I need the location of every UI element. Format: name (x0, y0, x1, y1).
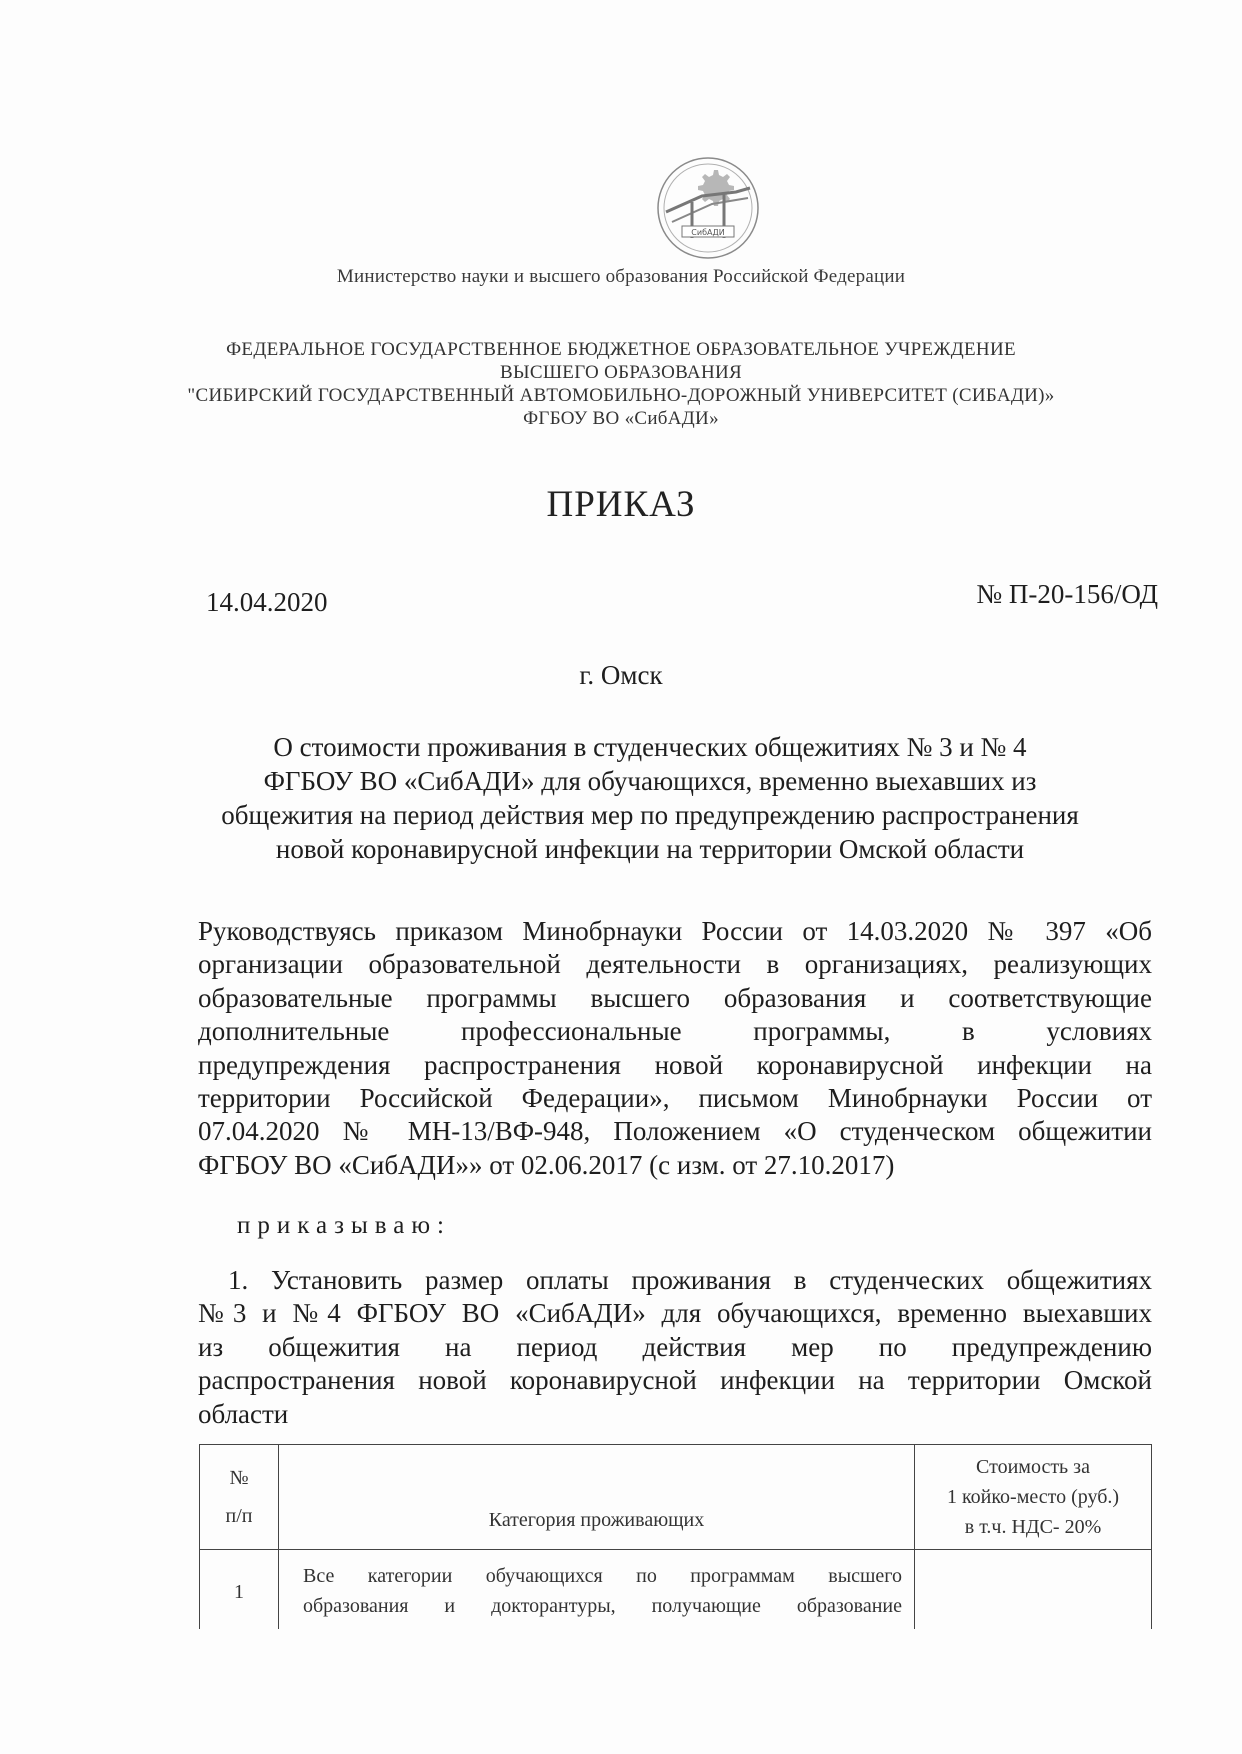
basis-line: 07.04.2020 № МН-13/ВФ-948, Положением «О студенческом общежитии (198, 1116, 1152, 1147)
table-header-row (200, 1445, 1152, 1550)
order-subject (150, 730, 1150, 866)
order-decree-word: приказываю: (237, 1212, 451, 1239)
header-cost (915, 1445, 1152, 1550)
svg-text:СибАДИ: СибАДИ (691, 228, 725, 237)
basis-line: ФГБОУ ВО «СибАДИ»» от 02.06.2017 (с изм. от 27.10.2017) (198, 1149, 895, 1180)
subject-line: О стоимости проживания в студенческих общежитиях № 3 и № 4 (273, 732, 1027, 762)
row-cost (915, 1550, 1152, 1630)
row-category (279, 1550, 915, 1630)
org-line: ФЕДЕРАЛЬНОЕ ГОСУДАРСТВЕННОЕ БЮДЖЕТНОЕ ОБРАЗОВАТЕЛЬНОЕ УЧРЕЖДЕНИЕ (226, 339, 1016, 360)
subject-line: новой коронавирусной инфекции на территории Омской области (275, 834, 1025, 864)
header-cost-line: 1 койко-место (руб.) (946, 1486, 1120, 1508)
subject-line: общежития на период действия мер по предупреждению распространения (221, 800, 1079, 830)
basis-line: дополнительные профессиональные программы, в условиях (198, 1016, 1152, 1047)
basis-line: предупреждения распространения новой коронавирусной инфекции на (198, 1049, 1152, 1080)
org-line: ФГБОУ ВО «СибАДИ» (523, 408, 719, 429)
header-number-pp: п/п (225, 1505, 253, 1527)
basis-line: Руководствуясь приказом Минобрнауки России от 14.03.2020 № 397 «Об (198, 916, 1152, 946)
order-date: 14.04.2020 (206, 587, 328, 617)
header-category: Категория проживающих (279, 1445, 915, 1550)
header-cost-line: в т.ч. НДС- 20% (964, 1516, 1102, 1538)
basis-line: организации образовательной деятельности в организациях, реализующих (198, 949, 1152, 980)
org-line: "СИБИРСКИЙ ГОСУДАРСТВЕННЫЙ АВТОМОБИЛЬНО-ДОРОЖНЫЙ УНИВЕРСИТЕТ (СИБАДИ)» (187, 385, 1055, 406)
order-number: № П-20-156/ОД (976, 579, 1158, 609)
order-basis-paragraph (198, 915, 1152, 1182)
header-number (200, 1445, 279, 1550)
table-row (200, 1550, 1152, 1630)
ministry-name: Министерство науки и высшего образования Российской Федерации (336, 266, 906, 287)
order-item-1 (198, 1264, 1152, 1431)
header-number-sign: № (229, 1467, 249, 1489)
item-line: 1. Установить размер оплаты проживания в студенческих общежитиях (228, 1265, 1152, 1295)
order-title: ПРИКАЗ (546, 484, 696, 525)
item-line: распространения новой коронавирусной инфекции на территории Омской (198, 1365, 1152, 1396)
item-line: из общежития на период действия мер по предупреждению (198, 1331, 1152, 1362)
header-cost-line: Стоимость за (976, 1456, 1090, 1478)
university-logo (652, 152, 764, 264)
row-category-line: Все категории обучающихся по программам высшего (303, 1564, 902, 1587)
org-line: ВЫСШЕГО ОБРАЗОВАНИЯ (500, 362, 742, 383)
order-city: г. Омск (579, 660, 663, 690)
basis-line: территории Российской Федерации», письмом Минобрнауки России от (198, 1083, 1152, 1114)
item-line: №3 и №4 ФГБОУ ВО «СибАДИ» для обучающихся, временно выехавших (198, 1298, 1152, 1329)
organization-name (0, 338, 1242, 430)
subject-line: ФГБОУ ВО «СибАДИ» для обучающихся, временно выехавших из (263, 766, 1037, 796)
row-number: 1 (200, 1550, 279, 1630)
cost-table (199, 1444, 1152, 1629)
row-category-line: образования и докторантуры, получающие образование (303, 1594, 902, 1617)
basis-line: образовательные программы высшего образования и соответствующие (198, 982, 1152, 1013)
item-line: области (198, 1398, 289, 1429)
